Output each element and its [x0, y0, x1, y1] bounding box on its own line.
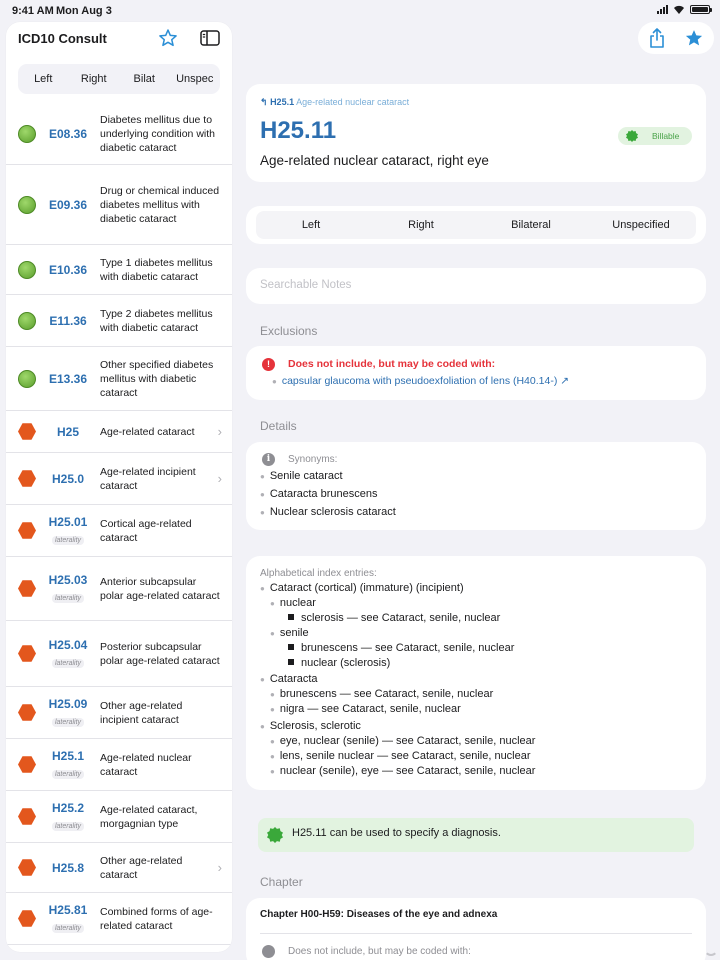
orange-hexagon-icon	[18, 423, 36, 441]
index-entry-text: Cataracta	[269, 673, 318, 685]
code-list-item[interactable]	[6, 557, 232, 621]
filter-unspec[interactable]: Unspec	[176, 73, 214, 85]
share-icon[interactable]	[648, 28, 666, 48]
code-cell	[40, 697, 96, 729]
green-circle-icon	[18, 312, 36, 330]
synonym-text: Senile cataract	[269, 470, 343, 482]
item-code: H25.03	[48, 572, 88, 587]
exclusion-link-text: capsular glaucoma with pseudoexfoliation of lens (H40.14-) ↗	[281, 375, 570, 387]
bullet-icon: ●	[270, 599, 275, 608]
code-list-item[interactable]	[6, 347, 232, 411]
item-description: Age-related cataract	[100, 425, 195, 438]
code-list-item[interactable]	[6, 621, 232, 687]
green-circle-icon	[18, 261, 36, 279]
item-code: H25.09	[48, 696, 88, 711]
code-list-item[interactable]	[6, 245, 232, 295]
index-entry	[288, 612, 500, 624]
code-list-item[interactable]	[6, 453, 232, 505]
laterality-tag: laterality	[52, 659, 84, 668]
index-entry	[270, 765, 535, 777]
orange-hexagon-icon	[18, 470, 36, 488]
info-icon: i	[262, 453, 275, 466]
alphabetical-index-heading: Alphabetical index entries:	[260, 568, 377, 579]
item-description: Other age-related cataract	[100, 854, 183, 881]
orange-hexagon-icon	[18, 756, 36, 774]
alphabetical-index-card	[246, 556, 706, 790]
chapter-label: Chapter	[260, 875, 303, 889]
details-label: Details	[260, 419, 297, 433]
item-description: Diabetes mellitus due to underlying condition with diabetic cataract	[100, 113, 215, 154]
index-entry-text: brunescens — see Cataract, senile, nuclear	[301, 642, 515, 654]
index-entry	[270, 703, 461, 715]
synonym-item	[260, 506, 396, 518]
item-code: H25.1	[51, 748, 85, 763]
code-list-item[interactable]	[6, 687, 232, 739]
star-outline-icon[interactable]	[158, 28, 178, 48]
top-toolbar	[638, 22, 714, 54]
code-cell	[40, 314, 96, 328]
green-circle-icon	[18, 196, 36, 214]
synonym-item	[260, 488, 377, 500]
item-description: Posterior subcapsular polar age-related cataract	[100, 640, 220, 667]
index-entry	[270, 750, 531, 762]
chapter-title: Chapter H00-H59: Diseases of the eye and adnexa	[260, 909, 498, 920]
index-entry	[270, 627, 309, 639]
parent-code: H25.1	[270, 97, 295, 107]
code-heading: H25.11	[260, 117, 337, 144]
billable-label: Billable	[652, 131, 680, 141]
bullet-icon: ●	[270, 767, 275, 776]
checkmark-seal-icon	[267, 827, 283, 843]
code-cell	[40, 638, 96, 670]
laterality-tag: laterality	[52, 718, 84, 727]
index-entry-text: lens, senile nuclear — see Cataract, senile, nuclear	[279, 750, 531, 762]
item-code: H25.8	[51, 860, 85, 875]
status-time: 9:41 AM	[12, 5, 54, 17]
bullet-icon: ●	[260, 584, 265, 593]
sidebar-header	[6, 22, 232, 60]
filter-right[interactable]: Right	[80, 73, 107, 85]
index-entry	[288, 642, 514, 654]
status-indicators	[657, 5, 710, 14]
chapter-note: Does not include, but may be coded with:	[288, 946, 471, 957]
item-description: Other age-related incipient cataract	[100, 699, 183, 726]
bullet-icon: ●	[260, 490, 265, 499]
laterality-tag: laterality	[52, 594, 84, 603]
item-description: Combined forms of age-related cataract	[100, 905, 213, 932]
item-code: H25.0	[51, 471, 85, 486]
orange-hexagon-icon	[18, 910, 36, 928]
exclusions-heading: Does not include, but may be coded with:	[288, 358, 496, 370]
green-circle-icon	[18, 370, 36, 388]
chevron-right-icon: ›	[217, 860, 222, 875]
code-cell	[40, 425, 96, 439]
laterality-tag: laterality	[52, 536, 84, 545]
index-entry-text: Cataract (cortical) (immature) (incipient)	[269, 582, 464, 594]
star-filled-icon[interactable]	[684, 28, 704, 48]
exclamation-icon: !	[262, 358, 275, 371]
code-cell	[40, 372, 96, 386]
code-cell	[40, 801, 96, 833]
index-entry	[270, 735, 535, 747]
chapter-card	[246, 898, 706, 960]
cellular-signal-icon	[657, 5, 668, 14]
code-list-item[interactable]	[6, 295, 232, 347]
item-description: Cortical age-related cataract	[100, 517, 192, 544]
bullet-icon: ●	[270, 629, 275, 638]
details-card	[246, 442, 706, 530]
code-cell	[40, 573, 96, 605]
code-cell	[40, 127, 96, 141]
item-description: Age-related incipient cataract	[100, 465, 196, 492]
bullet-icon: ●	[270, 737, 275, 746]
orange-hexagon-icon	[18, 645, 36, 663]
index-entry	[270, 688, 493, 700]
code-list-item[interactable]	[6, 893, 232, 945]
loading-indicator	[704, 942, 718, 956]
orange-hexagon-icon	[18, 808, 36, 826]
bullet-icon: ●	[272, 377, 277, 386]
item-code: H25.04	[48, 637, 88, 652]
orange-hexagon-icon	[18, 859, 36, 877]
tab-left[interactable]: Left	[301, 219, 321, 231]
app-title: ICD10 Consult	[18, 31, 107, 46]
sidebar-laterality-filter	[18, 64, 220, 94]
index-entry	[270, 597, 316, 609]
index-entry-text: nuclear (sclerosis)	[301, 657, 391, 669]
index-entry-text: nuclear (senile), eye — see Cataract, senile, nuclear	[279, 765, 536, 777]
notes-field[interactable]	[246, 268, 706, 304]
chevron-right-icon: ›	[217, 471, 222, 486]
tab-unspecified[interactable]: Unspecified	[612, 219, 670, 231]
tab-bilateral[interactable]: Bilateral	[511, 219, 551, 231]
synonym-item	[260, 470, 343, 482]
synonym-text: Cataracta brunescens	[269, 488, 378, 500]
code-cell	[40, 198, 96, 212]
index-entry-text: Sclerosis, sclerotic	[269, 720, 361, 732]
index-entry-text: eye, nuclear (senile) — see Cataract, senile, nuclear	[279, 735, 536, 747]
laterality-tabs	[256, 211, 696, 239]
battery-icon	[690, 5, 710, 14]
item-description: Age-related nuclear cataract	[100, 751, 192, 778]
info-icon	[262, 945, 275, 958]
diagnosis-note	[258, 818, 694, 852]
tab-right[interactable]: Right	[408, 219, 434, 231]
code-list-item[interactable]	[6, 411, 232, 453]
item-code: E13.36	[48, 371, 88, 386]
item-code: H25.01	[48, 514, 88, 529]
orange-hexagon-icon	[18, 580, 36, 598]
square-bullet-icon	[288, 644, 294, 650]
index-entry-text: sclerosis — see Cataract, senile, nuclear	[301, 612, 501, 624]
item-code: H25.2	[51, 800, 85, 815]
sidebar	[6, 22, 232, 952]
status-date: Mon Aug 3	[56, 5, 112, 17]
index-entry-text: senile	[279, 627, 309, 639]
wifi-icon	[673, 5, 685, 14]
code-list	[6, 103, 232, 945]
billable-badge	[618, 127, 692, 145]
code-list-item[interactable]	[6, 505, 232, 557]
item-code: E08.36	[48, 126, 88, 141]
item-description: Type 2 diabetes mellitus with diabetic cataract	[100, 307, 213, 334]
exclusions-card	[246, 346, 706, 400]
laterality-tag: laterality	[52, 822, 84, 831]
up-arrow-icon: ↰	[260, 97, 268, 107]
code-cell	[40, 472, 96, 486]
bullet-icon: ●	[270, 752, 275, 761]
bullet-icon: ●	[270, 705, 275, 714]
item-description: Drug or chemical induced diabetes mellitus with diabetic cataract	[100, 184, 220, 225]
index-entry	[288, 657, 390, 669]
code-cell	[40, 861, 96, 875]
code-cell	[40, 263, 96, 277]
index-entry-text: brunescens — see Cataract, senile, nuclear	[279, 688, 494, 700]
square-bullet-icon	[288, 614, 294, 620]
bullet-icon: ●	[260, 722, 265, 731]
status-bar	[0, 0, 720, 22]
code-title: Age-related nuclear cataract, right eye	[260, 153, 489, 168]
code-list-item[interactable]	[6, 739, 232, 791]
synonym-text: Nuclear sclerosis cataract	[269, 506, 396, 518]
notes-placeholder: Searchable Notes	[260, 279, 352, 291]
laterality-card	[246, 206, 706, 244]
item-description: Anterior subcapsular polar age-related cataract	[100, 575, 220, 602]
laterality-tag: laterality	[52, 924, 84, 933]
orange-hexagon-icon	[18, 522, 36, 540]
laterality-tag: laterality	[52, 770, 84, 779]
item-code: E10.36	[48, 262, 88, 277]
code-list-item[interactable]	[6, 791, 232, 843]
parent-breadcrumb[interactable]	[260, 97, 409, 108]
filter-left[interactable]: Left	[34, 73, 53, 85]
bullet-icon: ●	[260, 508, 265, 517]
bullet-icon: ●	[260, 675, 265, 684]
diagnosis-note-text: H25.11 can be used to specify a diagnosis.	[292, 827, 501, 839]
synonyms-heading: Synonyms:	[288, 454, 338, 465]
code-list-item[interactable]	[6, 103, 232, 165]
chevron-right-icon: ›	[217, 424, 222, 439]
code-header-card	[246, 84, 706, 182]
green-circle-icon	[18, 125, 36, 143]
filter-bilat[interactable]: Bilat	[133, 73, 155, 85]
parent-title: Age-related nuclear cataract	[296, 97, 410, 107]
index-entry-text: nigra — see Cataract, senile, nuclear	[279, 703, 461, 715]
index-entry-text: nuclear	[279, 597, 316, 609]
exclusions-label: Exclusions	[260, 324, 318, 338]
square-bullet-icon	[288, 659, 294, 665]
code-cell	[40, 515, 96, 547]
code-list-item[interactable]	[6, 165, 232, 245]
item-description: Other specified diabetes mellitus with diabetic cataract	[100, 358, 214, 399]
item-description: Type 1 diabetes mellitus with diabetic cataract	[100, 256, 213, 283]
sidebar-toggle-icon[interactable]	[200, 30, 220, 46]
item-description: Age-related cataract, morgagnian type	[100, 803, 198, 830]
code-cell	[40, 903, 96, 935]
code-cell	[40, 749, 96, 781]
checkmark-seal-icon	[626, 130, 638, 142]
exclusion-link[interactable]	[272, 375, 569, 387]
item-code: E09.36	[48, 197, 88, 212]
bullet-icon: ●	[260, 472, 265, 481]
item-code: H25.81	[48, 902, 88, 917]
item-code: H25	[56, 424, 79, 439]
orange-hexagon-icon	[18, 704, 36, 722]
item-code: E11.36	[49, 313, 87, 328]
index-entry	[260, 582, 464, 594]
code-list-item[interactable]	[6, 843, 232, 893]
divider	[260, 933, 692, 934]
index-entry	[260, 673, 318, 685]
bullet-icon: ●	[270, 690, 275, 699]
index-entry	[260, 720, 361, 732]
